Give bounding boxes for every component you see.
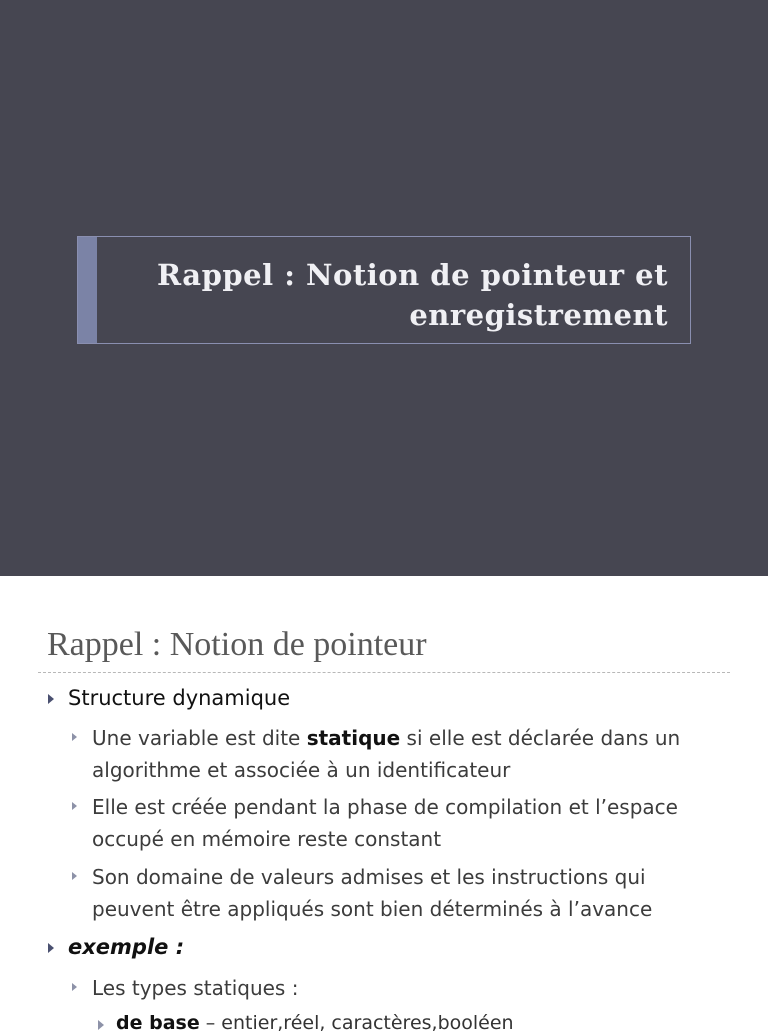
title-divider xyxy=(38,672,730,673)
bullet-arrow-icon xyxy=(48,943,54,953)
bullet-label xyxy=(68,935,184,959)
bold-term: de base xyxy=(116,1012,200,1034)
sub-bullet-arrow-icon xyxy=(72,802,77,810)
title-accent-bar xyxy=(78,237,97,343)
content-slide xyxy=(0,576,768,1034)
slide-title xyxy=(157,255,668,335)
sub-sub-bullet-text xyxy=(116,1012,514,1034)
sub-bullet-arrow-icon xyxy=(72,872,77,880)
sub-bullet-text: Elle est créée pendant la phase de compilation et l’espace occupé en mémoire reste constant xyxy=(92,795,678,851)
sub-bullet-text: Les types statiques : xyxy=(92,976,299,1000)
emphasis-label: exemple : xyxy=(68,935,185,959)
sub-bullet-text: Son domaine de valeurs admises et les instructions qui peuvent être appliqués sont bien déterminés à l’avance xyxy=(92,865,653,921)
sub-sub-bullet-arrow-icon xyxy=(98,1020,104,1030)
bullet-arrow-icon xyxy=(48,694,54,704)
title-box xyxy=(77,236,691,344)
text-segment: si elle est déclarée dans un algorithme et associée à un identificateur xyxy=(92,726,681,782)
slide-title-line-1: Rappel : Notion de pointeur et xyxy=(157,258,668,292)
text-segment: Une variable est dite xyxy=(92,726,307,750)
sub-bullet-arrow-icon xyxy=(72,983,77,991)
text-segment: – entier,réel, caractères,booléen xyxy=(199,1012,514,1034)
bold-term: statique xyxy=(306,726,401,750)
sub-bullet-text xyxy=(92,722,732,786)
slide-title-line-2: enregistrement xyxy=(409,298,668,332)
bullet-label: Structure dynamique xyxy=(68,686,291,710)
content-slide-title: Rappel : Notion de pointeur xyxy=(47,626,427,663)
sub-bullet-arrow-icon xyxy=(72,733,77,741)
